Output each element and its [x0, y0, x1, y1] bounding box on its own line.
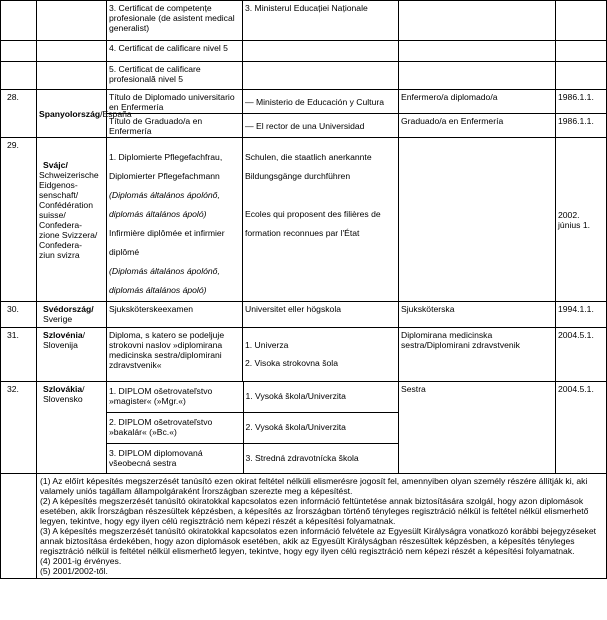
awarding-body-cell: 3. Stredná zdravotnícka škola — [245, 452, 359, 463]
table-row — [1, 90, 607, 114]
qualification-cell: 3. Certificat de competențe profesionale (de asistent medical generalist) — [107, 1, 243, 41]
footnotes — [37, 474, 607, 579]
qualification-cell: Sjuksköterskeexamen — [107, 302, 243, 328]
table-row — [1, 382, 607, 474]
footnote: (2) A képesítés megszerzését tanúsító okiratokkal kapcsolatos ezen információ feltüntetése annak biztosítására szolgál, hogy azon diplomások esetében, akik Írországban részesültek képzésben, a képesítés az Írországban történő tényleges regisztráció nélkül is feltétel nélkül elismerhető legyen, tekintve, hogy egy ilyen célú regisztráció nem képezi részét a képesítési folyamatnak. — [40, 496, 589, 526]
qualification-cell: Título de Graduado/a en Enfermería — [107, 114, 243, 138]
professional-title-cell: Enfermero/a diplomado/a — [399, 90, 556, 114]
country-cell — [37, 328, 107, 382]
footnote: (1) Az előírt képesítés megszerzését tanúsító ezen okirat feltétel nélküli elismerésre jogosít fel, amennyiben olyan személy részére állítják ki, aki valamely uniós tagállam állampolgáraként Írországban szerezte meg a képesítést. — [40, 476, 588, 496]
country-name: Spanyolország — [39, 109, 101, 119]
qualification-cell: 5. Certificat de calificare profesională nivel 5 — [107, 62, 243, 90]
row-number: 28. — [1, 90, 37, 138]
country-native-name: /España — [100, 109, 132, 119]
awarding-body-cell: Universitet eller högskola — [243, 302, 399, 328]
reference-date-cell: 1994.1.1. — [556, 302, 607, 328]
awarding-body-cell: 3. Ministerul Educației Naționale — [243, 1, 399, 41]
row-number: 30. — [1, 302, 37, 328]
table-row — [1, 138, 607, 302]
country-name: Szlovákia — [43, 384, 83, 394]
professional-title-cell: Sjuksköterska — [399, 302, 556, 328]
awarding-body-cell: — El rector de una Universidad — [243, 114, 399, 138]
footnote: (3) A képesítés megszerzését tanúsító okiratokkal kapcsolatos ezen információ felvétele az Egyesült Királyságra vonatkozó korábbi bejegyzéseket annak biztosítása érdekében, hogy azon diplomások esetében, akik az Egyesült Királyságban részesültek képzésben, a képesítés tényleges regisztráció nélkül is feltétel nélkül elismerhető legyen, tekintve, hogy egy ilyen célú regisztráció nem képezi részét a képesítési folyamatnak. — [40, 526, 597, 556]
awarding-body-cell: 1. Univerza 2. Visoka strokovna šola — [243, 328, 399, 382]
awarding-body-cell: Schulen, die staatlich anerkannte Bildungsgänge durchführen Ecoles qui proposent des filières de formation reconnues par l'État — [243, 138, 399, 302]
country-native-name: Sverige — [43, 314, 73, 324]
country-cell — [37, 382, 107, 474]
table-row — [1, 474, 607, 579]
awarding-body-cell: — Ministerio de Educación y Cultura — [243, 90, 399, 114]
country-cell — [37, 302, 107, 328]
footnote: (5) 2001/2002-től. — [40, 566, 108, 576]
awarding-body-cell: 1. Vysoká škola/Univerzita — [243, 382, 399, 412]
professional-title-cell: Sestra — [399, 382, 556, 474]
country-name: Szlovénia — [43, 330, 83, 340]
slovakia-subtable — [107, 382, 399, 473]
reference-date-cell: 2004.5.1. — [556, 382, 607, 474]
qualification-cell: 3. DIPLOM diplomovaná všeobecná sestra — [107, 443, 243, 473]
country-name: Svédország/ — [43, 304, 94, 314]
country-cell — [37, 90, 132, 138]
country-native-name: / Slovensko — [43, 384, 85, 404]
reference-date-cell: 1986.1.1. — [556, 114, 607, 138]
reference-date-cell: 2004.5.1. — [556, 328, 607, 382]
table-row — [1, 62, 607, 90]
row-number: 31. — [1, 328, 37, 382]
table-row — [1, 1, 607, 41]
country-native-name: / Slovenija — [43, 330, 86, 350]
row-number: 32. — [1, 382, 37, 474]
row-number: 29. — [1, 138, 37, 302]
qualification-cell: 2. DIPLOM ošetrovateľstvo »bakalár« (»Bc.«) — [107, 412, 243, 443]
qualification-cell: Título de Diplomado universitario en Enfermería — [107, 90, 243, 114]
footnote: (4) 2001-ig érvényes. — [40, 556, 122, 566]
reference-date-cell: 1986.1.1. — [556, 90, 607, 114]
qualification-cell: 4. Certificat de calificare nivel 5 — [107, 41, 243, 62]
professional-title-cell: Diplomirana medicinska sestra/Diplomirani zdravstvenik — [399, 328, 556, 382]
table-row — [1, 41, 607, 62]
professional-title-cell: Graduado/a en Enfermería — [399, 114, 556, 138]
reference-date-cell: 2002. június 1. — [556, 138, 607, 302]
country-name: Svájc/ — [43, 160, 68, 170]
table-row — [1, 328, 607, 382]
awarding-body-cell: 2. Vysoká škola/Univerzita — [243, 412, 399, 443]
table-row — [1, 302, 607, 328]
qualification-cell: Diploma, s katero se podeljuje strokovni naslov »diplomirana medicinska sestra/diplomirani zdravstvenik« — [107, 328, 243, 382]
qualification-cell: 1. DIPLOM ošetrovateľstvo »magister« (»Mgr.«) — [107, 382, 243, 412]
qualification-cell: 1. Diplomierte Pflegefachfrau, Diplomierter Pflegefachmann (Diplomás általános ápolónő, diplomás általános ápoló) Infirmière diplômée et infirmier diplômé (Diplomás általános ápolónő, diplomás általános ápoló) — [107, 138, 243, 302]
country-cell: Svájc/ Schweizerische Eidgenos- senschaft/ Confédération suisse/ Confedera- zione Svizzera/ Confedera- ziun svizra — [37, 138, 107, 302]
